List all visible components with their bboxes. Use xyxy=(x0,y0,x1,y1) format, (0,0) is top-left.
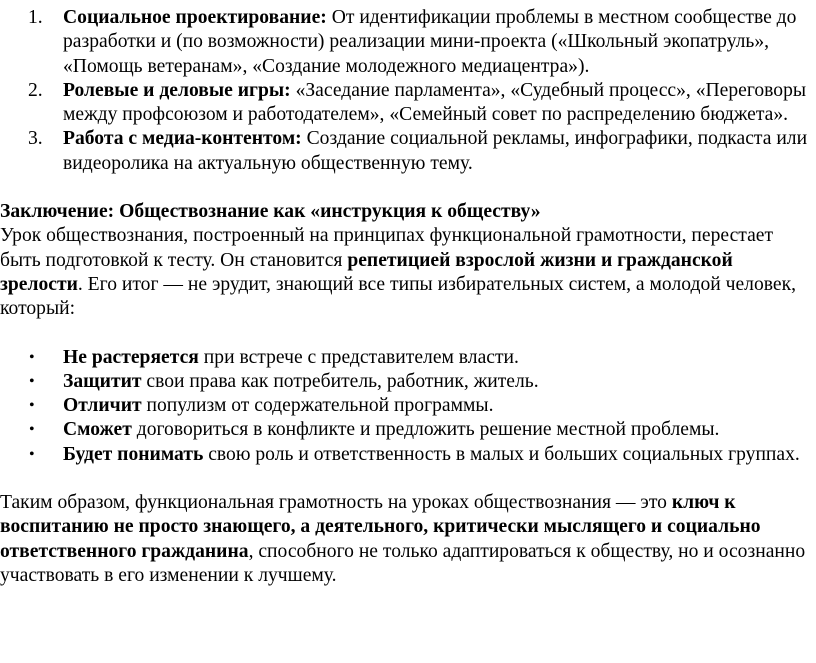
paragraph-emphasis: ключ к воспитанию не просто знающего, а деятельного, критически мыслящего и социально ответственного гражданина xyxy=(0,492,761,562)
bullet-icon: • xyxy=(29,421,35,439)
list-item-text: свою роль и ответственность в малых и больших социальных группах. xyxy=(203,443,800,465)
list-item-heading: Социальное проектирование: xyxy=(63,7,327,28)
closing-paragraph xyxy=(0,491,816,588)
list-item-text: «Заседание парламента», «Судебный процесс», «Переговоры между профсоюзом и работодателем», «Семейный совет по распределению бюджета». xyxy=(63,79,807,126)
bullet-icon: • xyxy=(29,372,35,390)
bullet-icon: • xyxy=(29,397,35,415)
list-item-text: Создание социальной рекламы, инфографики, подкаста или видеоролика на актуальную общественную тему. xyxy=(63,128,808,174)
outcomes-bullet-list xyxy=(0,346,816,467)
list-number: 3. xyxy=(28,128,43,150)
list-item-text: договориться в конфликте и предложить решение местной проблемы. xyxy=(131,419,720,441)
methods-numbered-list xyxy=(0,6,816,176)
list-item xyxy=(0,443,816,467)
list-item-heading: Ролевые и деловые игры: xyxy=(63,79,291,101)
bullet-icon: • xyxy=(29,445,35,463)
list-item xyxy=(0,79,816,128)
paragraph-text: , способного не только адаптироваться к обществу, но и осознанно участвовать в его изменении к лучшему. xyxy=(0,540,806,586)
list-item-heading: Не растеряется xyxy=(63,346,199,368)
paragraph-text: . Его итог — не эрудит, знающий все типы избирательных систем, а молодой человек, который: xyxy=(0,273,797,320)
list-item xyxy=(0,6,816,79)
list-item xyxy=(0,370,816,394)
list-number: 2. xyxy=(28,79,43,101)
list-item-heading: Работа с медиа-контентом: xyxy=(63,128,302,150)
paragraph-text: Таким образом, функциональная грамотность на уроках обществознания — это xyxy=(0,492,672,514)
paragraph-emphasis: репетицией взрослой жизни и гражданской зрелости xyxy=(0,249,733,295)
list-item-text: От идентификации проблемы в местном сообществе до разработки и (по возможности) реализации мини-проекта («Школьный экопатруль», «Помощь ветеранам», «Создание молодежного медиацентра»). xyxy=(63,7,797,77)
list-item xyxy=(0,394,816,418)
conclusion-paragraph xyxy=(0,224,816,321)
list-item-heading: Сможет xyxy=(63,419,132,441)
bullet-icon: • xyxy=(29,348,35,366)
conclusion-heading: Заключение: Обществознание как «инструкция к обществу» xyxy=(0,201,541,223)
list-number: 1. xyxy=(28,7,43,28)
list-item-text: популизм от содержательной программы. xyxy=(141,395,494,417)
list-item-heading: Будет понимать xyxy=(63,443,204,465)
list-item-text: при встрече с представителем власти. xyxy=(198,346,519,368)
list-item xyxy=(0,127,816,176)
list-item-text: свои права как потребитель, работник, житель. xyxy=(141,370,539,392)
list-item xyxy=(0,346,816,370)
paragraph-text: Урок обществознания, построенный на принципах функциональной грамотности, перестает быть подготовкой к тесту. Он становится xyxy=(0,225,774,271)
list-item-heading: Отличит xyxy=(63,395,142,417)
list-item xyxy=(0,418,816,442)
list-item-heading: Защитит xyxy=(63,370,142,392)
